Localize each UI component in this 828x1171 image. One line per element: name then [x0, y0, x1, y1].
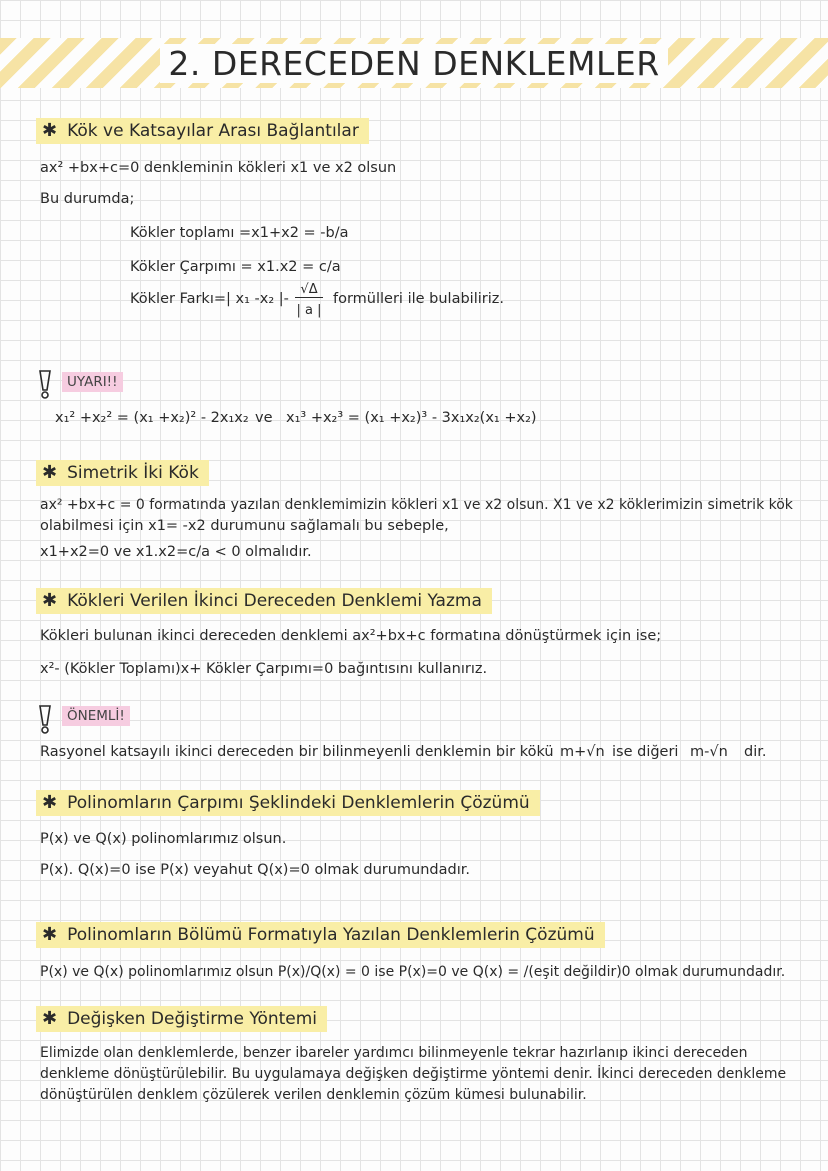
asterisk-icon: ✱	[42, 462, 58, 483]
heading-degisken	[36, 1006, 327, 1032]
exclamation-icon	[36, 368, 54, 400]
kokler-farki-left: Kökler Farkı=| x₁ -x₂ |-	[130, 291, 289, 307]
asterisk-icon: ✱	[42, 1008, 58, 1029]
uyari-ve: ve	[255, 410, 273, 426]
asterisk-icon: ✱	[42, 924, 58, 945]
page-title-wrap	[0, 44, 828, 83]
heading-text: Kökleri Verilen İkinci Dereceden Denklemi Yazma	[67, 591, 482, 611]
heading-text: Polinomların Bölümü Formatıyla Yazılan Denklemlerin Çözümü	[67, 925, 595, 945]
intro-line: ax² +bx+c=0 denkleminin kökleri x1 ve x2 olsun	[40, 160, 397, 176]
onemli-tag: ÖNEMLİ!	[62, 706, 130, 726]
degisken-line2: denkleme dönüştürülebilir. Bu uygulamaya değişken değiştirme yöntemi denir. İkinci dereceden denkleme	[40, 1066, 787, 1082]
simetrik-line2: olabilmesi için x1= -x2 durumunu sağlamalı bu sebeple,	[40, 518, 449, 534]
degisken-line3: dönüştürülen denklem çözülerek verilen denklemin çözüm kümesi bulunabilir.	[40, 1087, 587, 1103]
onemli-text-b: ise diğeri	[612, 744, 679, 760]
uyari-formula-left: x₁² +x₂² = (x₁ +x₂)² - 2x₁x₂	[55, 410, 249, 426]
fark-denominator: | a |	[296, 303, 322, 318]
heading-polinom-bolum	[36, 922, 605, 948]
page-title: 2. DERECEDEN DENKLEMLER	[160, 44, 667, 83]
heading-kokleri-verilen	[36, 588, 492, 614]
heading-text: Polinomların Çarpımı Şeklindeki Denklemlerin Çözümü	[67, 793, 530, 813]
kokler-farki-right: formülleri ile bulabiliriz.	[333, 291, 504, 307]
onemli-root2: m-√n	[690, 744, 728, 760]
kokleri-verilen-line1: Kökleri bulunan ikinci dereceden denklemi ax²+bx+c formatına dönüştürmek için ise;	[40, 628, 662, 644]
onemli-text-c: dir.	[744, 744, 767, 760]
kokleri-verilen-line2: x²- (Kökler Toplamı)x+ Kökler Çarpımı=0 bağıntısını kullanırız.	[40, 661, 488, 677]
fark-numerator: √Δ	[295, 282, 323, 298]
polinom-bolum-line1: P(x) ve Q(x) polinomlarımız olsun P(x)/Q(x) = 0 ise P(x)=0 ve Q(x) = /(eşit değildir)0 olmak durumundadır.	[40, 964, 786, 980]
polinom-carpim-line2: P(x). Q(x)=0 ise P(x) veyahut Q(x)=0 olmak durumundadır.	[40, 862, 470, 878]
simetrik-line1: ax² +bx+c = 0 formatında yazılan denklemimizin kökleri x1 ve x2 olsun. X1 ve x2 köklerimizin simetrik kök	[40, 497, 793, 513]
simetrik-line3: x1+x2=0 ve x1.x2=c/a < 0 olmalıdır.	[40, 544, 312, 560]
exclamation-icon	[36, 703, 54, 735]
asterisk-icon: ✱	[42, 590, 58, 611]
asterisk-icon: ✱	[42, 120, 58, 141]
heading-kok-katsayi	[36, 118, 369, 144]
kokler-toplami: Kökler toplamı =x1+x2 = -b/a	[130, 225, 349, 241]
uyari-formula-right: x₁³ +x₂³ = (x₁ +x₂)³ - 3x₁x₂(x₁ +x₂)	[286, 410, 537, 426]
degisken-line1: Elimizde olan denklemlerde, benzer ibareler yardımcı bilinmeyenle tekrar hazırlanıp ikinci dereceden	[40, 1045, 748, 1061]
bu-durumda: Bu durumda;	[40, 191, 135, 207]
asterisk-icon: ✱	[42, 792, 58, 813]
onemli-root1: m+√n	[560, 744, 605, 760]
heading-text: Simetrik İki Kök	[67, 463, 199, 483]
uyari-tag: UYARI!!	[62, 372, 123, 392]
heading-polinom-carpim	[36, 790, 540, 816]
kokler-carpimi: Kökler Çarpımı = x1.x2 = c/a	[130, 259, 341, 275]
polinom-carpim-line1: P(x) ve Q(x) polinomlarımız olsun.	[40, 831, 287, 847]
onemli-text-a: Rasyonel katsayılı ikinci dereceden bir bilinmeyenli denklemin bir kökü	[40, 744, 554, 760]
heading-text: Kök ve Katsayılar Arası Bağlantılar	[67, 121, 359, 141]
heading-text: Değişken Değiştirme Yöntemi	[67, 1009, 318, 1029]
heading-simetrik	[36, 460, 209, 486]
